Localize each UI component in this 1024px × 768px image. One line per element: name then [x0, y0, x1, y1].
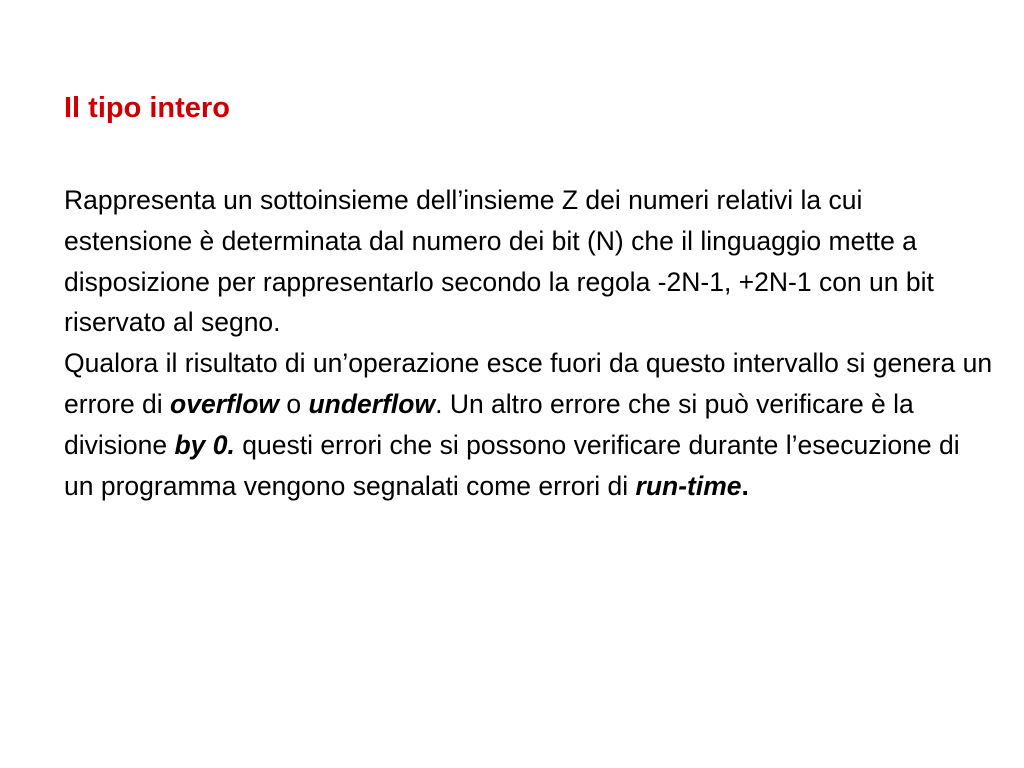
paragraph-definition: Rappresenta un sottoinsieme dell’insieme Z dei numeri relativi la cui estensione è determinata dal numero dei bit (N) che il linguaggio mette a disposizione per rappresentarlo secondo la regola -2N-1, +2N-1 con un bit riservato al segno. — [64, 185, 934, 338]
errors-text-2: o — [279, 388, 309, 419]
term-underflow: underflow — [308, 388, 436, 419]
errors-text-4: questi errori che si possono verificare durante l’esecuzione di un programma vengono segnalati come errori di — [64, 429, 960, 501]
term-by-zero: by 0. — [174, 429, 235, 460]
paragraph-errors — [64, 343, 994, 506]
errors-text-5: . — [741, 470, 749, 501]
errors-text-1: Qualora il risultato di un’operazione esce fuori da questo intervallo si genera un errore di — [64, 348, 993, 419]
term-run-time: run-time — [635, 470, 742, 501]
term-overflow: overflow — [170, 388, 280, 419]
errors-text-3: . Un altro errore che si può verificare è la divisione — [64, 388, 914, 460]
slide-body — [64, 180, 994, 506]
slide-title: Il tipo intero — [64, 92, 230, 124]
